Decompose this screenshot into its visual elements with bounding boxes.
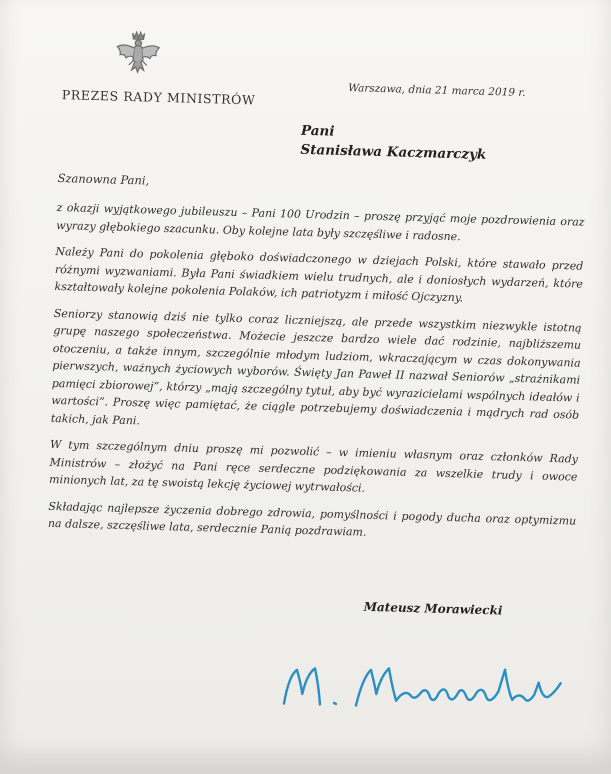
handwritten-signature bbox=[276, 645, 568, 723]
signer-name: Mateusz Morawiecki bbox=[363, 599, 503, 618]
letter-date: Warszawa, dnia 21 marca 2019 r. bbox=[348, 82, 526, 100]
paragraph: Seniorzy stanowią dziś nie tylko coraz liczniejszą, ale przede wszystkim niezwykle istotną grupę naszego społeczeństwa. Możecie jeszcze bardzo wiele dać rodzinie, najbliższemu otoczeniu, a także innym, szczególnie młodym ludziom, wkraczającym w czas dokonywania pierwszych, ważnych życiowych wyborów. Święty Jan Paweł II nazwał Seniorów „strażnikami pamięci zbiorowej”, którzy „mają szczególny tytuł, aby być wyrazicielami wspólnych ideałów i wartości”. Proszę więc pamiętać, że ciągle potrzebujemy doświadczenia i mądrych rad osób takich, jak Pani. bbox=[50, 306, 582, 427]
office-title: PREZES RADY MINISTRÓW bbox=[61, 87, 256, 108]
eagle-emblem-icon bbox=[111, 26, 164, 79]
addressee-name: Stanisława Kaczmarczyk bbox=[300, 141, 487, 163]
letter-body bbox=[47, 199, 584, 556]
paragraph: Należy Pani do pokolenia głęboko doświadczonego w dziejach Polski, które stawało przed różnymi wyzwaniami. Była Pani świadkiem wielu trudnych, ale i doniosłych wydarzeń, które kształtowały kolejne pokolenia Polaków, ich patriotyzm i miłość Ojczyzny. bbox=[54, 244, 584, 305]
paragraph: z okazji wyjątkowego jubileuszu – Pani 100 Urodzin – proszę przyjąć moje pozdrowienia oraz wyrazy głębokiego szacunku. Oby kolejne lata były szczęśliwe i radosne. bbox=[56, 200, 585, 243]
addressee-block bbox=[300, 122, 487, 165]
letter-document bbox=[19, 18, 599, 773]
paragraph: Składając najlepsze życzenia dobrego zdrowia, pomyślności i pogody ducha oraz optymizmu na dalsze, szczęśliwe lata, serdecznie Panią pozdrawiam. bbox=[47, 499, 577, 539]
paragraph: W tym szczególnym dniu proszę mi pozwolić – w imieniu własnym oraz członków Rady Ministrów – złożyć na Pani ręce serdeczne podziękowania za wszelkie trudy i owoce minionych lat, za tę swoistą lekcję życiowej wytrwałości. bbox=[48, 437, 579, 495]
salutation: Szanowna Pani, bbox=[57, 170, 150, 188]
addressee-line-1: Pani bbox=[300, 122, 335, 140]
